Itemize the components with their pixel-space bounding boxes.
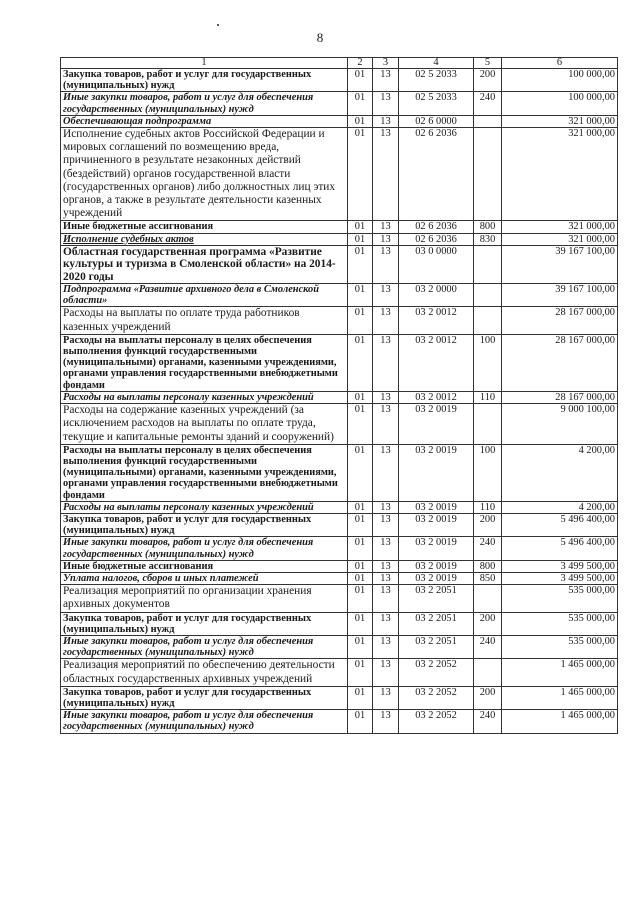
table-row [61, 513, 618, 536]
row-amount: 1 465 000,00 [502, 686, 618, 709]
row-expense-type [474, 585, 502, 612]
table-row [61, 404, 618, 445]
row-name: Расходы на выплаты по оплате труда работников казенных учреждений [61, 307, 348, 334]
row-amount: 5 496 400,00 [502, 513, 618, 536]
row-target-article: 03 2 2051 [399, 612, 474, 635]
table-row [61, 635, 618, 658]
row-section-code: 01 [348, 115, 373, 127]
row-expense-type [474, 659, 502, 686]
row-amount: 4 200,00 [502, 501, 618, 513]
row-amount: 3 499 500,00 [502, 560, 618, 572]
row-amount: 1 465 000,00 [502, 659, 618, 686]
row-amount: 28 167 000,00 [502, 307, 618, 334]
row-subsection-code: 13 [373, 233, 399, 245]
row-amount: 321 000,00 [502, 115, 618, 127]
row-section-code: 01 [348, 612, 373, 635]
row-subsection-code: 13 [373, 128, 399, 221]
row-section-code: 01 [348, 69, 373, 92]
table-row [61, 128, 618, 221]
row-amount: 535 000,00 [502, 635, 618, 658]
row-expense-type: 100 [474, 444, 502, 501]
row-name: Иные бюджетные ассигнования [61, 221, 348, 233]
row-expense-type: 800 [474, 221, 502, 233]
row-amount: 3 499 500,00 [502, 572, 618, 584]
table-row [61, 334, 618, 391]
row-subsection-code: 13 [373, 686, 399, 709]
row-target-article: 03 2 0012 [399, 391, 474, 403]
row-name: Закупка товаров, работ и услуг для государственных (муниципальных) нужд [61, 69, 348, 92]
table-row [61, 92, 618, 115]
row-name: Иные закупки товаров, работ и услуг для обеспечения государственных (муниципальных) нужд [61, 92, 348, 115]
row-name: Областная государственная программа «Развитие культуры и туризма в Смоленской области» на 2014-2020 годы [61, 245, 348, 283]
row-expense-type [474, 404, 502, 445]
header-col-2: 2 [348, 58, 373, 69]
table-row [61, 115, 618, 127]
row-expense-type: 110 [474, 391, 502, 403]
row-name: Обеспечивающая подпрограмма [61, 115, 348, 127]
row-amount: 9 000 100,00 [502, 404, 618, 445]
row-target-article: 03 2 0019 [399, 404, 474, 445]
row-target-article: 02 6 0000 [399, 115, 474, 127]
row-section-code: 01 [348, 245, 373, 283]
row-expense-type: 800 [474, 560, 502, 572]
row-amount: 535 000,00 [502, 585, 618, 612]
row-name: Подпрограмма «Развитие архивного дела в Смоленской области» [61, 284, 348, 307]
row-subsection-code: 13 [373, 635, 399, 658]
row-subsection-code: 13 [373, 245, 399, 283]
row-target-article: 03 2 2052 [399, 686, 474, 709]
row-expense-type [474, 284, 502, 307]
row-amount: 4 200,00 [502, 444, 618, 501]
header-col-6: 6 [502, 58, 618, 69]
row-target-article: 02 6 2036 [399, 221, 474, 233]
row-target-article: 03 0 0000 [399, 245, 474, 283]
row-subsection-code: 13 [373, 560, 399, 572]
header-col-1: 1 [61, 58, 348, 69]
table-row [61, 233, 618, 245]
row-name: Исполнение судебных актов Российской Федерации и мировых соглашений по возмещению вреда, причиненного в результате незаконных действий (бездействий) органов государственной власти (государственных органов) либо должностных лиц этих органов, а также в результате деятельности казенных учреждений [61, 128, 348, 221]
row-subsection-code: 13 [373, 115, 399, 127]
row-name: Расходы на выплаты персоналу в целях обеспечения выполнения функций государственными (муниципальными) органами, казенными учреждениями, органами управления государственными внебюджетными фондами [61, 334, 348, 391]
row-section-code: 01 [348, 572, 373, 584]
row-name: Расходы на выплаты персоналу казенных учреждений [61, 391, 348, 403]
row-subsection-code: 13 [373, 284, 399, 307]
row-target-article: 03 2 0012 [399, 334, 474, 391]
row-target-article: 02 6 2036 [399, 233, 474, 245]
row-name: Расходы на выплаты персоналу в целях обеспечения выполнения функций государственными (муниципальными) органами, казенными учреждениями, органами управления государственными внебюджетными фондами [61, 444, 348, 501]
row-target-article: 03 2 0019 [399, 444, 474, 501]
row-subsection-code: 13 [373, 501, 399, 513]
row-target-article: 02 5 2033 [399, 69, 474, 92]
row-target-article: 03 2 0019 [399, 513, 474, 536]
row-target-article: 03 2 0019 [399, 560, 474, 572]
row-amount: 321 000,00 [502, 128, 618, 221]
row-name: Иные закупки товаров, работ и услуг для обеспечения государственных (муниципальных) нужд [61, 537, 348, 560]
row-section-code: 01 [348, 233, 373, 245]
row-name: Исполнение судебных актов [61, 233, 348, 245]
row-amount: 39 167 100,00 [502, 245, 618, 283]
table-row [61, 537, 618, 560]
row-subsection-code: 13 [373, 391, 399, 403]
row-expense-type [474, 115, 502, 127]
row-subsection-code: 13 [373, 404, 399, 445]
row-section-code: 01 [348, 501, 373, 513]
row-subsection-code: 13 [373, 92, 399, 115]
row-section-code: 01 [348, 659, 373, 686]
page-number: 8 [316, 30, 324, 45]
row-expense-type: 830 [474, 233, 502, 245]
row-amount: 535 000,00 [502, 612, 618, 635]
row-section-code: 01 [348, 221, 373, 233]
row-section-code: 01 [348, 560, 373, 572]
row-name: Иные закупки товаров, работ и услуг для обеспечения государственных (муниципальных) нужд [61, 710, 348, 733]
row-subsection-code: 13 [373, 69, 399, 92]
table-row [61, 221, 618, 233]
row-expense-type: 240 [474, 537, 502, 560]
row-target-article: 03 2 0019 [399, 537, 474, 560]
table-row [61, 444, 618, 501]
header-col-4: 4 [399, 58, 474, 69]
row-name: Реализация мероприятий по организации хранения архивных документов [61, 585, 348, 612]
row-target-article: 03 2 2052 [399, 710, 474, 733]
row-amount: 1 465 000,00 [502, 710, 618, 733]
row-expense-type [474, 128, 502, 221]
row-section-code: 01 [348, 710, 373, 733]
row-section-code: 01 [348, 635, 373, 658]
row-target-article: 02 5 2033 [399, 92, 474, 115]
table-header-row [61, 58, 618, 69]
row-expense-type: 850 [474, 572, 502, 584]
row-subsection-code: 13 [373, 659, 399, 686]
row-section-code: 01 [348, 334, 373, 391]
header-col-5: 5 [474, 58, 502, 69]
row-expense-type: 240 [474, 635, 502, 658]
row-amount: 5 496 400,00 [502, 537, 618, 560]
row-name: Иные закупки товаров, работ и услуг для обеспечения государственных (муниципальных) нужд [61, 635, 348, 658]
row-section-code: 01 [348, 92, 373, 115]
row-section-code: 01 [348, 513, 373, 536]
row-section-code: 01 [348, 128, 373, 221]
row-expense-type: 200 [474, 686, 502, 709]
row-subsection-code: 13 [373, 307, 399, 334]
row-expense-type: 200 [474, 513, 502, 536]
header-col-3: 3 [373, 58, 399, 69]
row-section-code: 01 [348, 686, 373, 709]
row-target-article: 03 2 2052 [399, 659, 474, 686]
row-section-code: 01 [348, 585, 373, 612]
row-section-code: 01 [348, 404, 373, 445]
row-expense-type: 110 [474, 501, 502, 513]
row-expense-type: 100 [474, 334, 502, 391]
row-amount: 100 000,00 [502, 69, 618, 92]
row-amount: 100 000,00 [502, 92, 618, 115]
row-target-article: 03 2 2051 [399, 635, 474, 658]
row-expense-type: 240 [474, 92, 502, 115]
row-subsection-code: 13 [373, 444, 399, 501]
row-name: Уплата налогов, сборов и иных платежей [61, 572, 348, 584]
row-amount: 28 167 000,00 [502, 334, 618, 391]
table-row [61, 284, 618, 307]
budget-table [60, 57, 618, 734]
row-name: Реализация мероприятий по обеспечению деятельности областных государственных архивных учреждений [61, 659, 348, 686]
row-subsection-code: 13 [373, 221, 399, 233]
row-amount: 321 000,00 [502, 233, 618, 245]
row-name: Иные бюджетные ассигнования [61, 560, 348, 572]
row-subsection-code: 13 [373, 612, 399, 635]
row-name: Закупка товаров, работ и услуг для государственных (муниципальных) нужд [61, 686, 348, 709]
table-row [61, 560, 618, 572]
row-expense-type: 240 [474, 710, 502, 733]
row-subsection-code: 13 [373, 572, 399, 584]
row-target-article: 03 2 0000 [399, 284, 474, 307]
row-name: Расходы на выплаты персоналу казенных учреждений [61, 501, 348, 513]
row-name: Закупка товаров, работ и услуг для государственных (муниципальных) нужд [61, 612, 348, 635]
table-row [61, 391, 618, 403]
row-section-code: 01 [348, 444, 373, 501]
row-subsection-code: 13 [373, 585, 399, 612]
table-row [61, 710, 618, 733]
table-row [61, 686, 618, 709]
row-section-code: 01 [348, 307, 373, 334]
row-name: Закупка товаров, работ и услуг для государственных (муниципальных) нужд [61, 513, 348, 536]
table-row [61, 659, 618, 686]
row-target-article: 03 2 0019 [399, 501, 474, 513]
table-row [61, 245, 618, 283]
row-subsection-code: 13 [373, 334, 399, 391]
row-expense-type: 200 [474, 69, 502, 92]
row-section-code: 01 [348, 391, 373, 403]
row-amount: 28 167 000,00 [502, 391, 618, 403]
row-subsection-code: 13 [373, 513, 399, 536]
row-expense-type: 200 [474, 612, 502, 635]
row-section-code: 01 [348, 284, 373, 307]
row-section-code: 01 [348, 537, 373, 560]
row-target-article: 02 6 2036 [399, 128, 474, 221]
row-expense-type [474, 245, 502, 283]
row-subsection-code: 13 [373, 710, 399, 733]
row-target-article: 03 2 2051 [399, 585, 474, 612]
row-target-article: 03 2 0012 [399, 307, 474, 334]
table-row [61, 307, 618, 334]
scan-speck [217, 24, 219, 26]
row-name: Расходы на содержание казенных учреждений (за исключением расходов на выплаты по оплате труда, текущие и капитальные ремонты зданий и сооружений) [61, 404, 348, 445]
row-subsection-code: 13 [373, 537, 399, 560]
table-row [61, 572, 618, 584]
row-amount: 39 167 100,00 [502, 284, 618, 307]
row-amount: 321 000,00 [502, 221, 618, 233]
row-target-article: 03 2 0019 [399, 572, 474, 584]
table-row [61, 501, 618, 513]
table-row [61, 585, 618, 612]
table-row [61, 612, 618, 635]
row-expense-type [474, 307, 502, 334]
table-row [61, 69, 618, 92]
